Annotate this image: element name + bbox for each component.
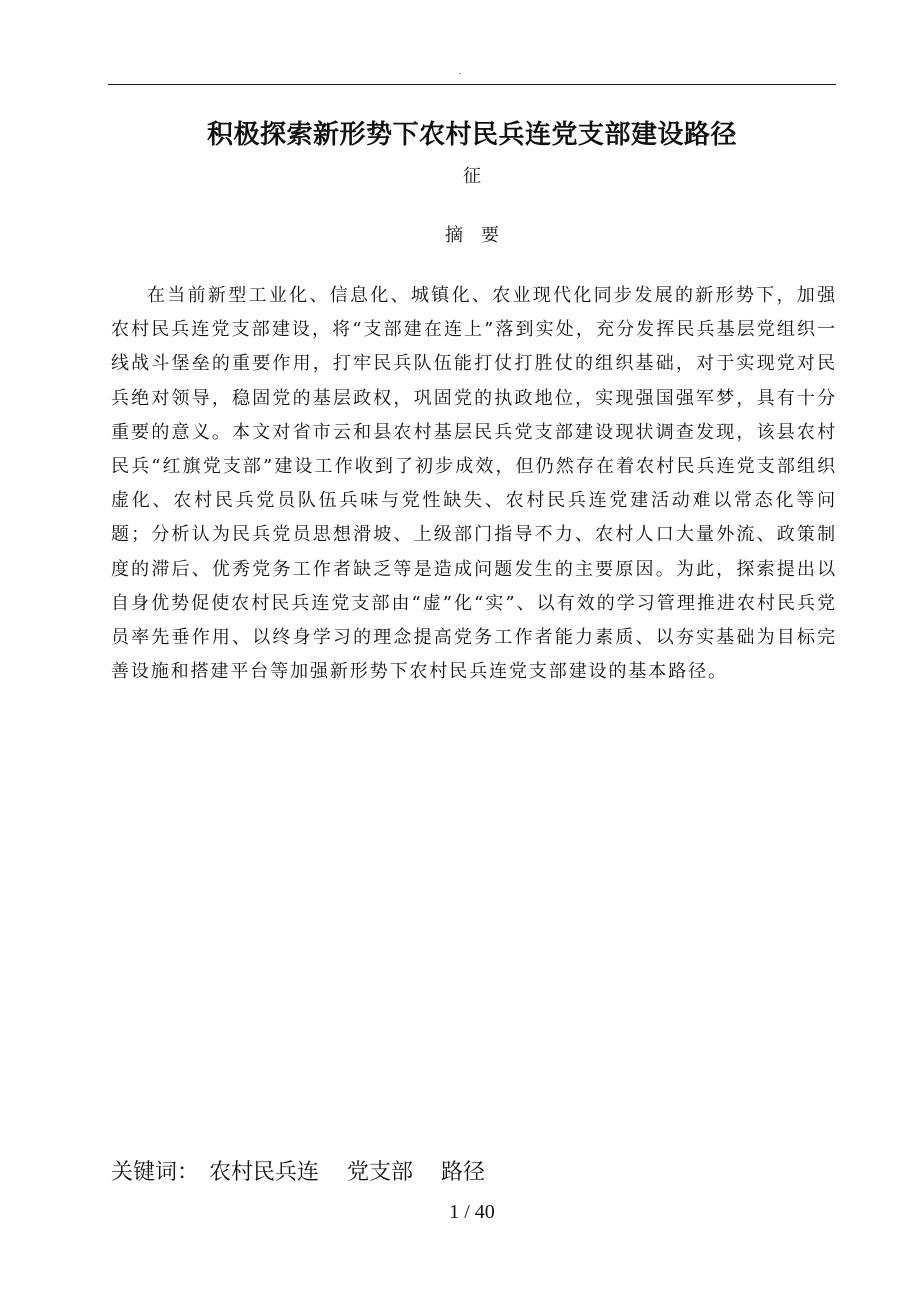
keyword-item: 党支部 [347,1160,414,1185]
keywords-line [111,1157,485,1189]
keywords-label: 关键词： [111,1160,200,1185]
header-mark: . [458,66,462,77]
header-rule [108,84,836,85]
author-name: 征 [463,166,481,187]
abstract-body: 在当前新型工业化、信息化、城镇化、农业现代化同步发展的新形势下，加强农村民兵连党支部建设，将“支部建在连上”落到实处，充分发挥民兵基层党组织一线战斗堡垒的重要作用，打牢民兵队伍能打仗打胜仗的组织基础，对于实现党对民兵绝对领导，稳固党的基层政权，巩固党的执政地位，实现强国强军梦，具有十分重要的意义。本文对省市云和县农村基层民兵党支部建设现状调查发现，该县农村民兵“红旗党支部”建设工作收到了初步成效，但仍然存在着农村民兵连党支部组织虚化、农村民兵党员队伍兵味与党性缺失、农村民兵连党建活动难以常态化等问题；分析认为民兵党员思想滑坡、上级部门指导不力、农村人口大量外流、政策制度的滞后、优秀党务工作者缺乏等是造成问题发生的主要原因。为此，探索提出以自身优势促使农村民兵连党支部由“虚”化“实”、以有效的学习管理推进农村民兵党员率先垂作用、以终身学习的理念提高党务工作者能力素质、以夯实基础为目标完善设施和搭建平台等加强新形势下农村民兵连党支部建设的基本路径。 [111,285,837,683]
abstract-heading: 摘 要 [445,225,499,246]
keyword-item: 农村民兵连 [209,1160,320,1185]
document-title: 积极探索新形势下农村民兵连党支部建设路径 [206,120,737,150]
keyword-item: 路径 [441,1160,486,1185]
page-number: 1 / 40 [449,1201,495,1223]
